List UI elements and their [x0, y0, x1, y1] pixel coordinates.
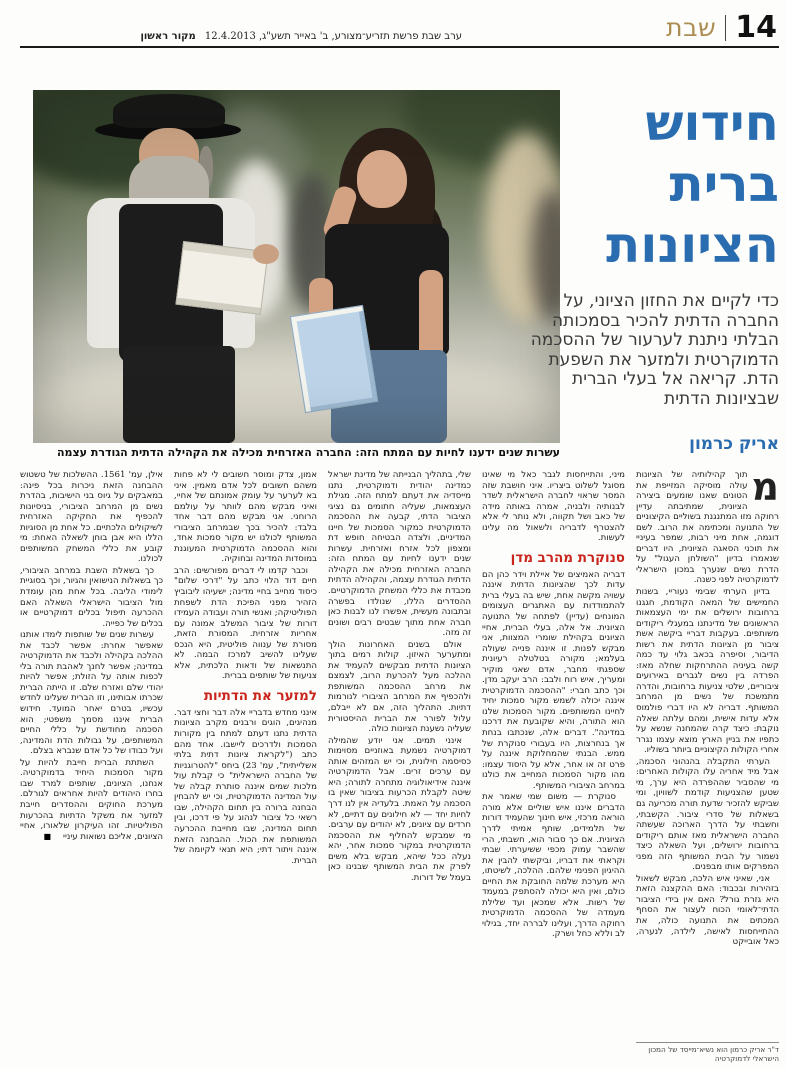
- body-paragraph: מ תוך קהילותיה של הציונות עולה מוסיקה המזייפת את הטונים שאנו שומעים ביצירה הציונית, שמתיבתה עדיין רחוקה מזו המתנגנת בשוליים הקיצוניים של התנועה ומכתימה את הרוב. לשם דוגמה, אחת מיני רבות, שמפר בעיניי את תוכני הסאגה הציונית, היו דברים שנאמרו בדיון "השולחן העגול" על הדרת נשים שנערך במכון הישראלי לדמוקרטיה לפני כשנה.: [636, 470, 779, 586]
- paper-name: מקור ראשון: [140, 31, 196, 42]
- drop-cap: מ: [751, 470, 779, 509]
- body-paragraph: כך בשאלת השבת במרחב הציבורי, כך בשאלות הנישואין והגיור, וכך בסוגיית לימודי הליבה. בכל אחת מהן עומדת מול הציבור הישראלי השאלה האם ההכרעה תיפול בכלים דמוקרטיים או בכלים של כפייה.: [20, 565, 163, 629]
- body-paragraph: הערתי התקבלה בהנהוני הסכמה, אבל מיד אחריה עלו הקולות האחרים: מי שהסביר שההפרדה היא ערך, מי שטען שהצניעות קודמת לשוויון, ומי שביקש להזכיר שדעת תורה מכריעה גם בשאלות של סדרי ציבור. הקשבתי, וחשבתי על הדרך הארוכה שעשתה החברה הישראלית מאז אותם ריקודים ברחובות ירושלים, ועל השאלה כיצד נשמור על הבית המשותף הזה מפני המפרקים אותו מבפנים.: [636, 756, 779, 873]
- standfirst: כדי לקיים את החזון הציוני, על החברה הדתית להכיר בסמכותה הבלתי ניתנת לערעור של ההסכמה הדמוקרטית ולמזער את השפעת הדת. קריאה אל בעלי הברית שבציונות הדתית: [530, 291, 779, 409]
- body-paragraph: סנוקרת — משום שמי שאמר את הדברים איננו איש שוליים אלא מורה הוראה מרכזי, איש חינוך שהעמיד דורות של תלמידים, שותף אמיתי לדרך הציונית. אם כך סבור הוא, חשבתי, הרי שהשבר עמוק מכפי ששיערתי. שבתי וקראתי את דבריו, וביקשתי להבין את ההיגיון הפנימי שלהם. ההלכה, לשיטתו, היא מערכת שלמה החובקת את החיים כולם, ואין היא יכולה להסתפק במעמד של רשות. אלא שמכאן ועד שלילת מעמדה של ההסכמה הדמוקרטית רחוקה הדרך, ועלינו לבררה יחד, בגילוי לב וללא כחל ושרק.: [482, 792, 625, 940]
- article-column-5: [20, 470, 163, 1061]
- body-paragraph: אינני מחדש בדבריי אלה דבר וחצי דבר. מנהיגים, הוגים ורבנים מקרב הציונות הדתית נתנו דעתם למתח בין מקורות הסמכות ולדרכים ליישבו. אחד מהם כתב ("לקראת ציונות דתית בלתי אשלייתית", עמ' 23) ביחס "להטרוגניות של החברה הישראלית" כי קבלת עול מלכות שמים איננה סותרת קבלה של עול המדינה הדמוקרטית, וכי יש להבחין הבחנה ברורה בין תחום הקהילה, שבו רשאי כל ציבור לנהוג על פי דרכו, ובין תחום המדינה, שבו מחייבת ההכרעה המשותפת את הכול. ההבחנה הזאת איננה ויתור דתי; היא תנאי לקיומה של הברית.: [174, 707, 317, 866]
- masthead: [666, 10, 777, 45]
- column-subhead: למזער את הדתיות: [203, 687, 317, 704]
- section-name: שבת: [666, 13, 717, 42]
- photo-caption: עשרות שנים ידענו לחיות עם המתח הזה: החברה האזרחית מכילה את הקהילה הדתית הגודרת עצמה: [56, 446, 560, 459]
- body-paragraph: מיני, והתייחסות לגבר כאל מי שאינו מסוגל לשלוט ביצריו. איני חושבת שזה המסר שראוי לחברה הישראלית לשדר לבנותיה ולבניה, אמרה באותה מידה של כאב ושל תקווה, ולא נותר לי אלא להצטרף לדבריה ולשאול מה עלינו לעשות.: [482, 470, 625, 544]
- body-paragraph: וכבר קדמו לי דברים מפורשים: הרב חיים דוד הלוי כתב על "דרכי שלום" כיסוד מחייב בחיי מדינה; ישעיהו ליבוביץ הזהיר מפני הפיכת הדת לשפחת הפוליטיקה; ואנשי תורה ועבודה העמידו דורות של ציבור המשלב אמונה עם אחריות אזרחית. המסורת הזאת, מסורת של ענווה פוליטית, היא הנכס שעלינו להשיב למרכז הבמה. לא התנשאות של ודאות הלכתית, אלא צניעות של שותפים בברית.: [174, 565, 317, 682]
- article-column-2: [482, 470, 625, 1061]
- byline: אריק כרמון: [689, 434, 779, 454]
- body-paragraph: אינני תמים. אני יודע שהמילה דמוקרטיה נשמעת באוזניים מסוימות כסיסמה חילונית, וכי יש המזהים אותה עם ערכים זרים. אבל הדמוקרטיה איננה אידיאולוגיה מתחרה לתורה; היא שיטה לקבלת הכרעות בציבור שאין בו הסכמה על האמת. בלעדיה אין לנו דרך לחיות יחד — לא חילונים עם דתיים, לא חרדים עם ציונים, לא יהודים עם ערבים. מי שמבקש להחליף את ההסכמה הדמוקרטית במקור סמכות אחר, יהא נעלה ככל שיהא, מבקש בלא משים לפרק את הבית המשותף שבנינו כאן בעמל של דורות.: [328, 735, 471, 883]
- masthead-divider: [725, 15, 726, 41]
- body-paragraph: אולם בשנים האחרונות הולך ומתערער האיזון. קולות רמים בתוך הציונות הדתית מבקשים להעמיד את ההלכה מעל להכרעת הרוב, לצמצם את מרחב ההסכמה המשותפת ולהכפיף את המרחב הציבורי לנורמות דתיות. התהליך הזה, אם לא ייבלם, עלול לפורר את הברית ההיסטורית שעליה נשענת הציונות כולה.: [328, 639, 471, 735]
- article-column-1: [636, 470, 779, 1061]
- headline-line-2: ברית: [669, 154, 779, 213]
- dateline-text: ערב שבת פרשת תזריע־מצורע, ב' באייר תשע"ג, 12.4.2013: [204, 31, 462, 42]
- article-body: [20, 470, 779, 1061]
- body-paragraph: שלי, בתהליך הבנייתה של מדינת ישראל כמדינה יהודית ודמוקרטית, נתנו מייסדיה את דעתם למתח הזה. מגילת העצמאות, שעליה חתומים גם נציגי הציבור הדתי, קבעה את ההסכמה הדמוקרטית כמקור הסמכות של חיינו המדיניים, ולצדה הבטיחה חופש דת ומצפון לכל אזרח ואזרחית. עשרות שנים ידענו לחיות עם המתח הזה: החברה האזרחית מכילה את הקהילה הדתית הגודרת עצמה, והקהילה הדתית מכבדת את כללי המשחק הדמוקרטיים. ההסדרים הללו, שנולדו בפשרה ובתבונה מעשית, אפשרו לנו לבנות כאן חברה אחת מתוך שבטים רבים ושונים זה מזה.: [328, 470, 471, 639]
- article-column-3: [328, 470, 471, 1061]
- body-paragraph: עשרות שנים של שותפות לימדו אותנו שאפשר אחרת: אפשר לכבד את ההלכה בקהילה ולכבד את הדמוקרטיה במדינה; אפשר לחנך לאהבת תורה בלי לכפות אותה על הזולת; אפשר להיות יהודי שלם ואזרח שלם. זו הייתה הברית שכרתו אבותינו, וזו הברית שעלינו לחדש עכשיו, בטרם יאחר המועד. חידוש הברית איננו מסמך משפטי; הוא הסכמה מחודשת על כללי החיים המשותפים, על גבולות הדת והמדינה, ועל כבודו של כל אדם שנברא בצלם.: [20, 630, 163, 757]
- body-paragraph: אילן, עמ' 1561. ההשלכות של טשטוש ההבחנה הזאת ניכרות בכל פינה: במאבקים על גיוס בני הישיבות, בהדרת נשים מן המרחב הציבורי, בניסיונות להכפיף את החקיקה האזרחית לשיקולים הלכתיים. כל אחת מן הסוגיות הללו היא אבן בוחן לשאלה האחת: מי קובע את כללי המשחק המשותפים לכולנו.: [20, 470, 163, 565]
- end-mark: ■: [43, 831, 52, 841]
- body-paragraph: השתתת הברית חייבת להיות על מקור הסמכות היחיד בדמוקרטיה. אנחנו, הציונים, שותפים למרד שבו בחרו היהודים להיות אחראים לגורלם. מערכת החוקים וההסדרים חייבת למזער את משקל הדתיות בהכרעות הפוליטיות. זהו העיקרון שלאורו, אחיי הציונים, אליכם נשואות עיניי■: [20, 757, 163, 842]
- lead-photo: [33, 90, 560, 443]
- headline-line-3: הציונות: [606, 215, 779, 274]
- headline-line-1: חידוש: [645, 93, 779, 152]
- photo-vignette: [33, 90, 560, 443]
- body-paragraph: דבריה האמיצים של איילת וידר כהן הם עדות לכך שהציונות הדתית איננה עשויה מקשה אחת, שיש בה בעלי ברית להתמודדות עם האתגרים העצומים המונחים (עדיין) לפתחה של התנועה הציונית. אל אלה, בעלי הברית, אחיי הציונים בקהילת שומרי המצוות, אני מבקש לפנות. זו איננה פנייה שעולה בעלמא; מקורה בטלטלה רעיונית שספגתי מחבר, אדם שאני מוקיר ומעריך, איש רוח ולבב: הרב יעקב מדן. וכך כתב חברי: "ההסכמה הדמוקרטית איננה יכולה לשמש מקור סמכות יחיד לחיינו המשותפים. מקור הסמכות שלנו הוא התורה, והיא שקובעת את דרכנו במדינה". דברים אלה, שנכתבו בנחת אך בנחרצות, היו בעבורי סנוקרת של ממש. הבנתי שהמחלוקת איננה על פרט זה או אחר, אלא על היסוד עצמו: מהו מקור הסמכות המחייב את כולנו במרחב הציבורי המשותף.: [482, 569, 625, 791]
- body-paragraph: אמון, צדק ומוסר חשובים לי לא פחות משהם חשובים לכל אדם מאמין. איני בא לערער על עומק אמונתם של אחיי, ואיני מבקש מהם לוותר על עולמם הרוחני. אני מבקש מהם דבר אחד בלבד: להכיר בכך שבמרחב הציבורי המשותף לכולנו יש מקור סמכות אחד, והוא ההסכמה הדמוקרטית המעוגנת במוסדות המדינה ובחוקיה.: [174, 470, 317, 565]
- main-headline: [547, 92, 779, 275]
- body-paragraph: בדיון הערתי שבימי נעוריי, בשנות החמישים של המאה הקודמת, חגגנו ברחובות ירושלים את ימי העצמאות הראשונים של מדינתנו במעגלי ריקודים משותפים. בעקבות דבריי ביקשה אשת ציבור מן הציונות הדתית את רשות הדיבור, וסיפרה בכאב גלוי עד כמה קשה בעיניה ההתרחקות שחלה מאז: הפרדה בין נשים לגברים באירועים ציבוריים, שלטי צניעות ברחובות, והדרה מתמשכת של נשים מן המרחב המשותף. דבריה לא היו דברי פולמוס אלא עדות אישית, ומהם עלתה שאלה נוקבת: כיצד קרה שהמחנה שנשא על כתפיו את בניין הארץ מוצא עצמו נגרר אחרי הקולות הקיצוניים ביותר בשוליו.: [636, 587, 779, 756]
- author-bio: ד"ר אריק כרמון הוא נשיא־מייסד של המכון הישראלי לדמוקרטיה: [636, 1042, 779, 1064]
- page-number: 14: [735, 10, 777, 45]
- article-column-4: [174, 470, 317, 1061]
- header-rule: [20, 46, 779, 48]
- body-paragraph: אני, שאיני איש הלכה, מבקש לשאול בזהירות ובכבוד: האם ההקצנה הזאת היא גזרת גורל? האם אין בידי הציבור הדתי־לאומי הכוח לעצור את הסחף המכתים את התנועה כולה, את ההתייחסות לאישה, לילדה, לנערה, כאל אובייקט: [636, 873, 779, 948]
- dateline: [20, 31, 462, 42]
- column-subhead: סנוקרת מהרב מדן: [510, 549, 625, 566]
